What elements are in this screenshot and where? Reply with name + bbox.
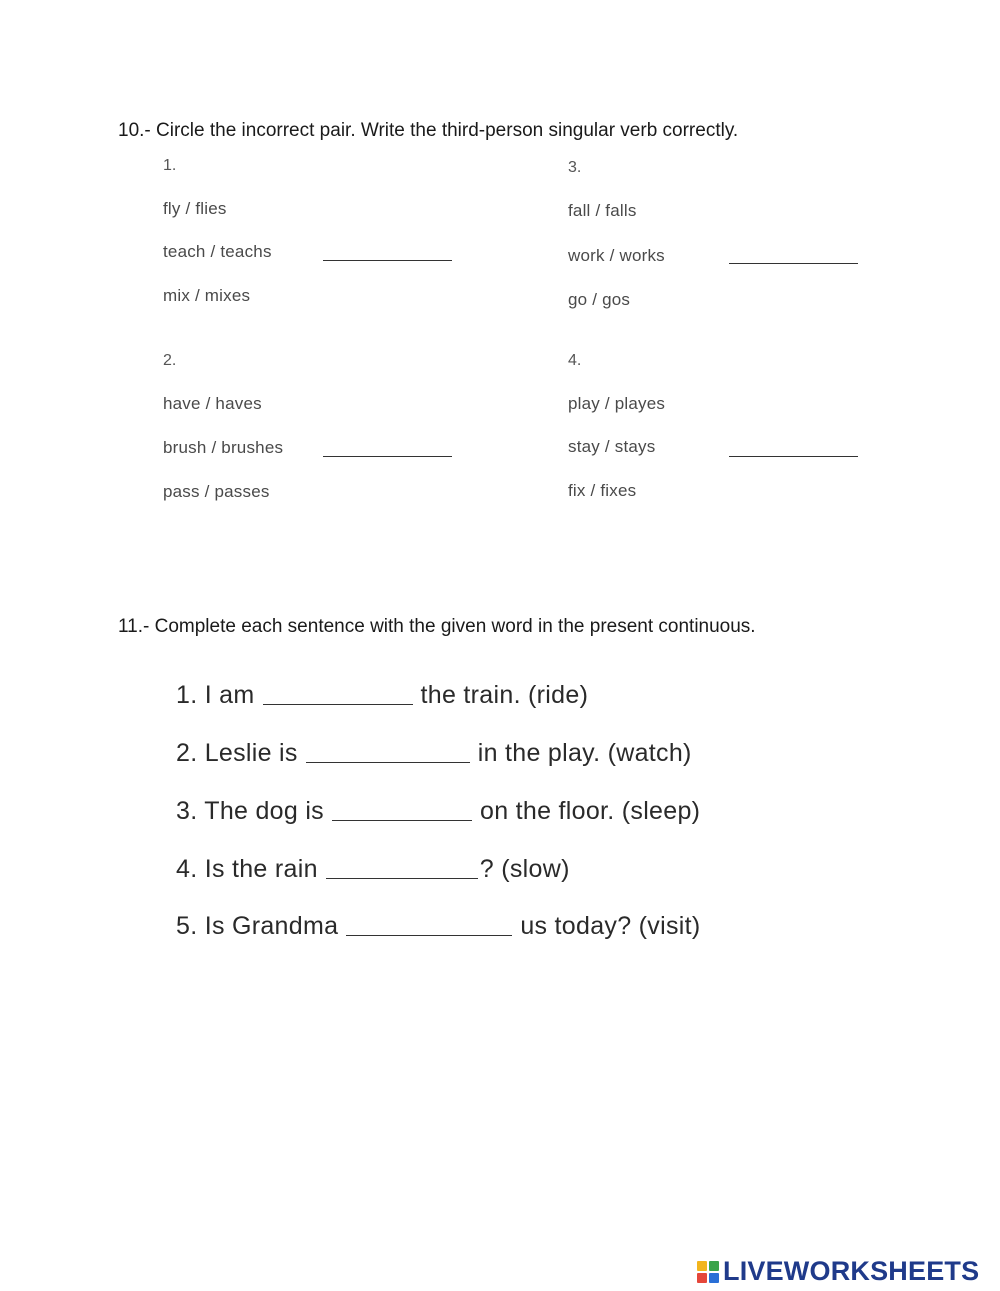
pair-1-3[interactable]: mix / mixes: [163, 286, 251, 305]
logo-block-i: [709, 1261, 719, 1271]
pair-2-2[interactable]: brush / brushes: [163, 438, 284, 457]
sentence-3-before: 3. The dog is: [176, 797, 324, 825]
pair-3-3[interactable]: go / gos: [568, 290, 631, 309]
sentence-4: [176, 855, 570, 884]
sentence-2-blank[interactable]: [306, 762, 470, 763]
sentence-3-blank[interactable]: [332, 820, 472, 821]
answer-blank-2[interactable]: [323, 456, 452, 457]
pair-4-1[interactable]: play / playes: [568, 394, 666, 413]
group-3-number: 3.: [568, 159, 582, 176]
logo-blocks-icon: [697, 1261, 719, 1283]
sentence-1-blank[interactable]: [263, 704, 413, 705]
pair-4-3[interactable]: fix / fixes: [568, 481, 637, 500]
logo-block-v: [697, 1273, 707, 1283]
sentence-4-blank[interactable]: [326, 878, 478, 879]
sentence-5-after: us today? (visit): [520, 912, 701, 940]
logo-text: LIVEWORKSHEETS: [723, 1256, 980, 1286]
sentence-2: [176, 739, 692, 768]
sentence-3: [176, 797, 700, 826]
sentence-2-after: in the play. (watch): [477, 739, 692, 767]
section-11-heading: 11.- Complete each sentence with the given word in the present continuous.: [118, 616, 756, 637]
answer-blank-3[interactable]: [729, 263, 858, 264]
group-2-number: 2.: [163, 352, 177, 369]
sentence-4-after: ? (slow): [479, 855, 570, 883]
pair-1-1[interactable]: fly / flies: [163, 199, 227, 218]
sentence-3-after: on the floor. (sleep): [479, 797, 701, 825]
answer-blank-1[interactable]: [323, 260, 452, 261]
answer-blank-4[interactable]: [729, 456, 858, 457]
group-1-number: 1.: [163, 157, 177, 174]
pair-3-2[interactable]: work / works: [568, 246, 665, 265]
pair-4-2[interactable]: stay / stays: [568, 437, 656, 456]
sentence-4-before: 4. Is the rain: [176, 855, 318, 883]
section-10-heading: 10.- Circle the incorrect pair. Write the third-person singular verb correctly.: [118, 120, 739, 141]
sentence-5: [176, 912, 700, 941]
sentence-2-before: 2. Leslie is: [176, 739, 298, 767]
pair-2-3[interactable]: pass / passes: [163, 482, 270, 501]
logo-block-l: [697, 1261, 707, 1271]
sentence-1-after: the train. (ride): [420, 681, 589, 709]
logo-block-e: [709, 1273, 719, 1283]
pair-1-2[interactable]: teach / teachs: [163, 242, 272, 261]
pair-2-1[interactable]: have / haves: [163, 394, 262, 413]
sentence-5-blank[interactable]: [346, 935, 512, 936]
group-4-number: 4.: [568, 352, 582, 369]
liveworksheets-logo: [697, 1256, 979, 1287]
sentence-5-before: 5. Is Grandma: [176, 912, 339, 940]
pair-3-1[interactable]: fall / falls: [568, 201, 637, 220]
sentence-1: [176, 681, 588, 710]
sentence-1-before: 1. I am: [176, 681, 255, 709]
